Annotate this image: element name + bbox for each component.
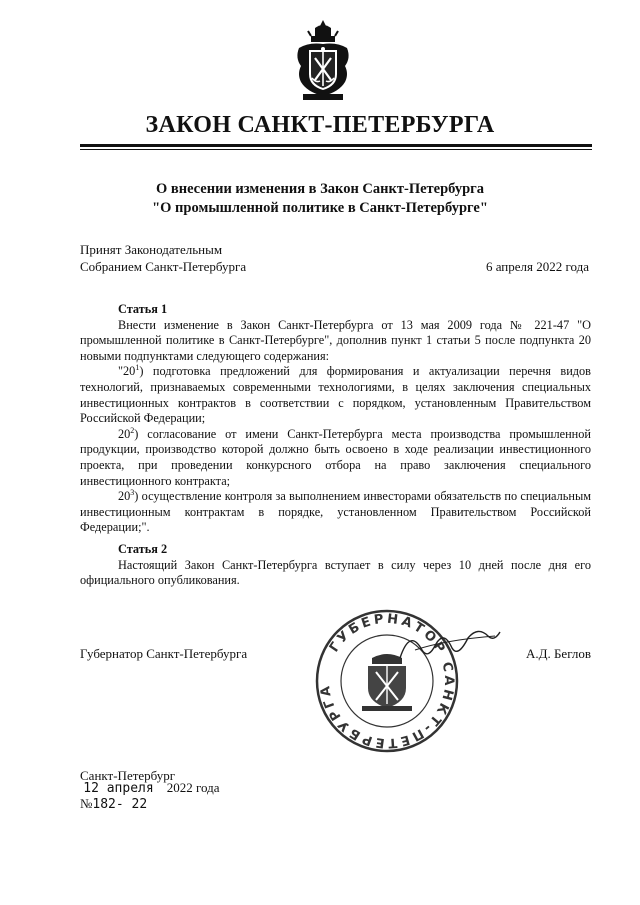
article-1-item-1 (80, 364, 591, 426)
law-subtitle (0, 180, 640, 218)
seal-text: ГУБЕРНАТОР САНКТ-ПЕТЕРБУРГА (317, 611, 457, 751)
item-1-prefix: "20 (118, 364, 136, 379)
article-1-heading: Статья 1 (118, 302, 168, 316)
title-rule-thick (80, 144, 592, 147)
article-1-item-3 (80, 489, 591, 536)
signatory-name: А.Д. Беглов (525, 646, 591, 661)
coat-of-arms-icon (293, 18, 353, 106)
item-3-text: ) осуществление контроля за выполнением инвесторами обязательств по специальным инвестиционным контрактам в порядке, установленном Правительством Российской Федерации;". (80, 489, 591, 535)
item-1-sup: 1 (135, 363, 140, 373)
article-2-heading: Статья 2 (118, 542, 168, 556)
number-value: 182- 22 (92, 797, 148, 812)
subtitle-line-1: О внесении изменения в Закон Санкт-Петербурга (155, 181, 484, 197)
article-2-text: Настоящий Закон Санкт-Петербурга вступает в силу через 10 дней после дня его официального опубликования. (80, 557, 591, 588)
item-2-prefix: 20 (118, 426, 131, 441)
number-sign: № (80, 796, 93, 811)
adoption-line-1: Принят Законодательным (80, 242, 223, 257)
article-2 (80, 542, 591, 589)
signing-date-handwritten: 12 апреля (83, 781, 154, 796)
title-rule-thin (80, 149, 592, 150)
signing-date (80, 780, 280, 797)
adoption-line-2: Собранием Санкт-Петербурга (80, 259, 247, 274)
article-1 (80, 302, 591, 536)
registration-number (80, 796, 147, 813)
item-2-text: ) согласование от имени Санкт-Петербурга места производства промышленной продукции, производство которой должно быть освоено в ходе реализации инвестиционного проекта, при проведении конкурсного отбора на право заключения специального инвестиционного контракта; (80, 426, 591, 488)
signing-place: Санкт-Петербург (80, 768, 176, 783)
signing-date-year: 2022 года (166, 780, 220, 795)
item-2-sup: 2 (130, 425, 135, 435)
item-3-sup: 3 (130, 488, 135, 498)
item-3-prefix: 20 (118, 489, 131, 504)
handwritten-signature (395, 620, 505, 670)
item-1-text: ) подготовка предложений для формирования и актуализации перечня видов технологий, признаваемых современными технологиями, в целях заключения специальных инвестиционных контрактов в соответствии с порядком, установленным Правительством Российской Федерации; (80, 364, 591, 426)
signatory-position: Губернатор Санкт-Петербурга (80, 646, 248, 661)
article-1-item-2 (80, 427, 591, 489)
adoption-statement (80, 241, 246, 275)
article-1-intro: Внести изменение в Закон Санкт-Петербурга от 13 мая 2009 года № 221-47 "О промышленной политике в Санкт-Петербурге", дополнив пункт 1 статьи 5 после подпункта 20 новыми подпунктами следующего содержания: (80, 317, 591, 363)
subtitle-line-2: "О промышленной политике в Санкт-Петербурге" (152, 200, 488, 216)
law-title: ЗАКОН САНКТ-ПЕТЕРБУРГА (145, 112, 495, 138)
adoption-date: 6 апреля 2022 года (485, 259, 589, 274)
